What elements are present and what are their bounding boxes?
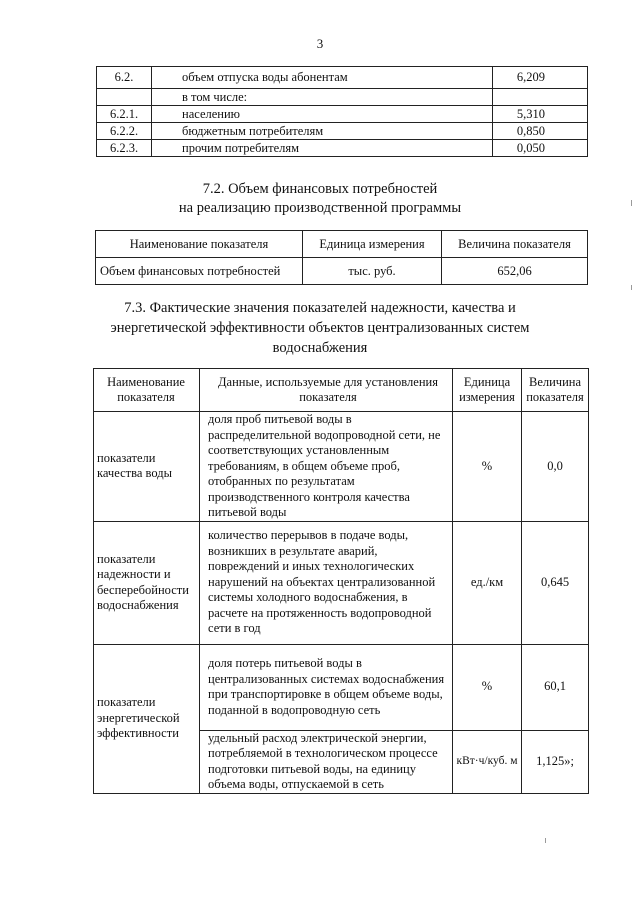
table-row	[97, 106, 588, 123]
row-label: населению	[152, 106, 493, 123]
row-value: 0,050	[493, 140, 588, 157]
column-header: Данные, используемые для установления показателя	[200, 369, 453, 412]
column-header: Единица измерения	[453, 369, 522, 412]
column-header: Единица измерения	[303, 231, 442, 258]
indicator-unit: кВт·ч/куб. м	[453, 730, 522, 793]
row-number: 6.2.3.	[97, 140, 152, 157]
indicators-table	[93, 368, 589, 794]
row-value: 5,310	[493, 106, 588, 123]
table-row	[96, 258, 588, 285]
table-row	[97, 67, 588, 89]
table-header-row	[96, 231, 588, 258]
column-header: Наименование показателя	[94, 369, 200, 412]
row-value: 0,850	[493, 123, 588, 140]
scan-mark	[631, 200, 632, 206]
section-7-3-heading	[0, 298, 640, 358]
indicator-data: количество перерывов в подаче воды, возникших в результате аварий, повреждений и иных технологических нарушений на объектах централизованной системы холодного водоснабжения, в расчете на протяженность водопроводной сети в год	[200, 521, 453, 644]
section-title-line: на реализацию производственной программы	[178, 200, 462, 216]
indicator-name: Объем финансовых потребностей	[96, 258, 303, 285]
table-row	[94, 521, 589, 644]
indicator-group: показатели качества воды	[94, 412, 200, 522]
page-number: 3	[316, 36, 324, 51]
section-title-line: энергетической эффективности объектов централизованных систем	[110, 320, 530, 336]
column-header: Величина показателя	[522, 369, 589, 412]
indicator-value: 60,1	[522, 644, 589, 730]
row-label: объем отпуска воды абонентам	[152, 67, 493, 89]
indicator-unit: ед./км	[453, 521, 522, 644]
indicator-data: доля потерь питьевой воды в централизованных системах водоснабжения при транспортировке в общем объеме воды, поданной в водопроводную сеть	[200, 644, 453, 730]
indicator-data: удельный расход электрической энергии, потребляемой в технологическом процессе подготовки питьевой воды, на единицу объема воды, отпускаемой в сеть	[200, 730, 453, 793]
row-number: 6.2.2.	[97, 123, 152, 140]
indicator-unit: %	[453, 412, 522, 522]
table-row	[94, 644, 589, 730]
indicator-value: 0,645	[522, 521, 589, 644]
financial-needs-table	[95, 230, 588, 285]
table-header-row	[94, 369, 589, 412]
indicator-unit: тыс. руб.	[303, 258, 442, 285]
indicator-value: 1,125»;	[522, 730, 589, 793]
scan-mark	[545, 838, 546, 843]
indicator-data: доля проб питьевой воды в распределительной водопроводной сети, не соответствующих установленным требованиям, в общем объеме проб, отобранных по результатам производственного контроля качества питьевой воды	[200, 412, 453, 522]
indicator-group: показатели энергетической эффективности	[94, 644, 200, 793]
table-row	[97, 89, 588, 106]
row-number: 6.2.	[97, 67, 152, 89]
row-value	[493, 89, 588, 106]
water-supply-volume-table	[96, 66, 588, 157]
row-label: прочим потребителям	[152, 140, 493, 157]
table-row	[97, 123, 588, 140]
indicator-group: показатели надежности и бесперебойности водоснабжения	[94, 521, 200, 644]
row-label: бюджетным потребителям	[152, 123, 493, 140]
table-row	[97, 140, 588, 157]
section-title-line: водоснабжения	[272, 340, 368, 356]
row-number: 6.2.1.	[97, 106, 152, 123]
table-row	[94, 412, 589, 522]
column-header: Величина показателя	[442, 231, 588, 258]
row-number	[97, 89, 152, 106]
section-7-2-heading	[0, 180, 640, 218]
column-header: Наименование показателя	[96, 231, 303, 258]
row-label: в том числе:	[152, 89, 493, 106]
row-value: 6,209	[493, 67, 588, 89]
scan-mark	[631, 285, 632, 290]
indicator-value: 652,06	[442, 258, 588, 285]
indicator-value: 0,0	[522, 412, 589, 522]
section-title-line: 7.3. Фактические значения показателей надежности, качества и	[124, 300, 516, 316]
section-title-line: 7.2. Объем финансовых потребностей	[202, 181, 438, 197]
indicator-unit: %	[453, 644, 522, 730]
